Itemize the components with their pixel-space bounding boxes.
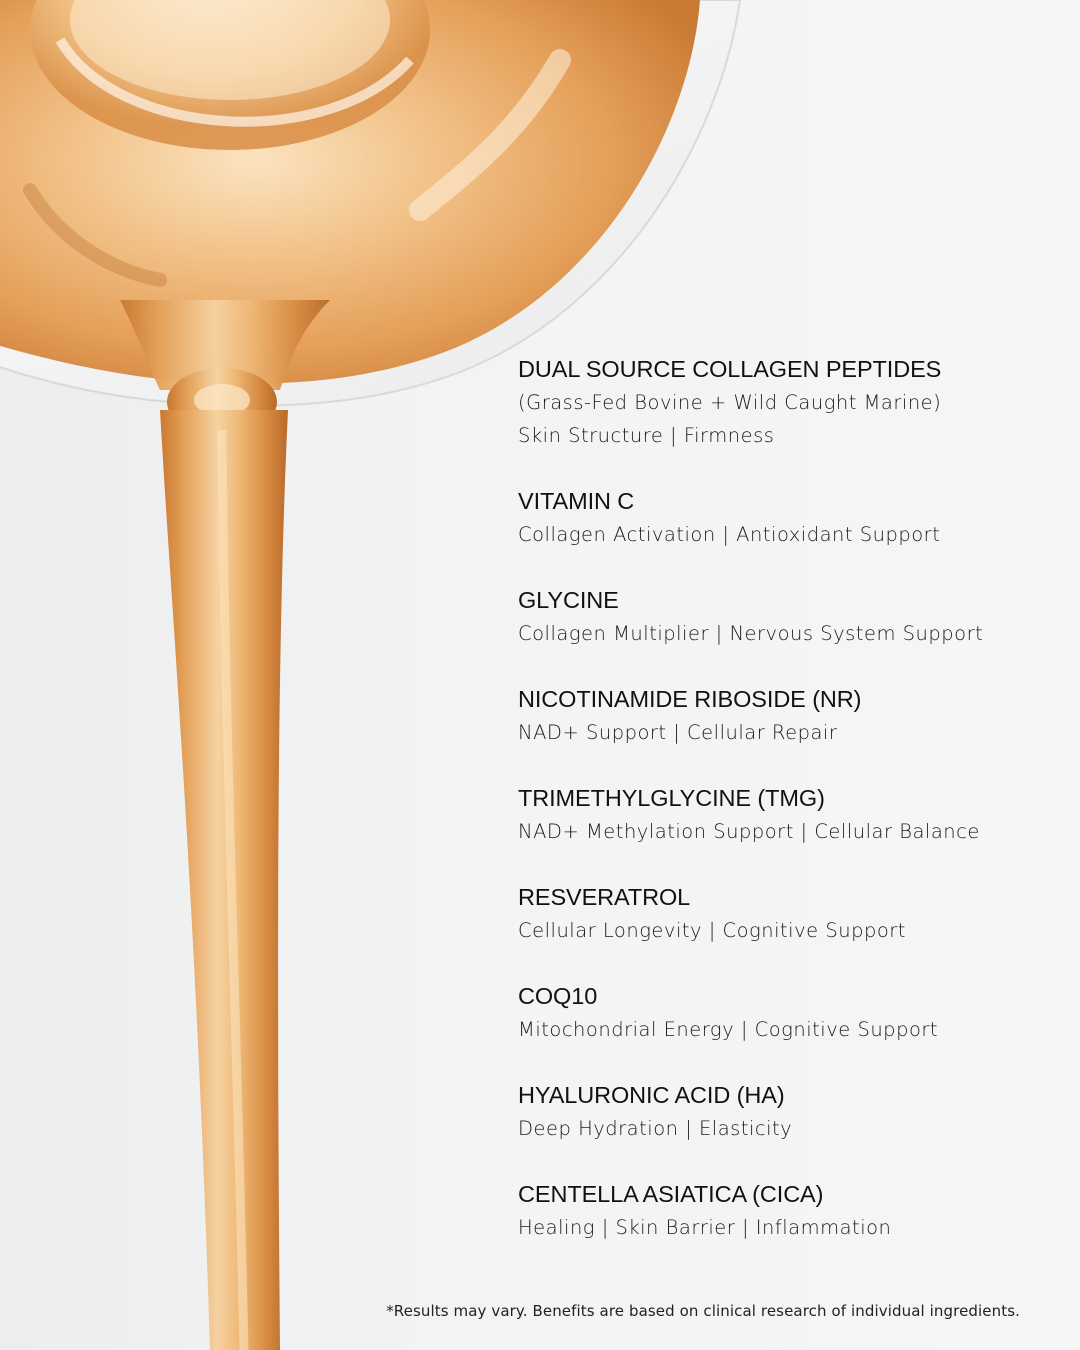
ingredient-benefit: NAD+ Support | Cellular Repair [518, 721, 838, 744]
ingredient-list [518, 352, 1058, 1276]
ingredient-name: NICOTINAMIDE RIBOSIDE (NR) [518, 686, 862, 712]
ingredient-name: GLYCINE [518, 587, 619, 613]
ingredient-item [518, 682, 1058, 781]
ingredient-item [518, 484, 1058, 583]
ingredient-name: DUAL SOURCE COLLAGEN PEPTIDES [518, 356, 942, 382]
ingredient-name: CENTELLA ASIATICA (CICA) [518, 1181, 824, 1207]
ingredient-name: VITAMIN C [518, 488, 635, 514]
ingredient-name: RESVERATROL [518, 884, 691, 910]
ingredient-benefit: Collagen Multiplier | Nervous System Support [518, 622, 984, 645]
ingredient-benefit: (Grass-Fed Bovine + Wild Caught Marine) [518, 391, 942, 414]
ingredient-item [518, 1078, 1058, 1177]
ingredient-benefit: Collagen Activation | Antioxidant Support [518, 523, 941, 546]
ingredient-name: COQ10 [518, 983, 598, 1009]
ingredient-benefit: Healing | Skin Barrier | Inflammation [518, 1216, 892, 1239]
ingredient-benefit: NAD+ Methylation Support | Cellular Balance [518, 820, 980, 843]
ingredient-name: HYALURONIC ACID (HA) [518, 1082, 785, 1108]
ingredient-item [518, 583, 1058, 682]
ingredient-item [518, 1177, 1058, 1276]
ingredient-benefit: Mitochondrial Energy | Cognitive Support [518, 1018, 939, 1041]
ingredient-benefit: Cellular Longevity | Cognitive Support [518, 919, 906, 942]
ingredient-item [518, 781, 1058, 880]
results-disclaimer: *Results may vary. Benefits are based on clinical research of individual ingredients. [386, 1302, 1020, 1320]
ingredient-benefit: Deep Hydration | Elasticity [518, 1117, 793, 1140]
ingredient-item [518, 352, 1058, 451]
ingredient-item [518, 880, 1058, 979]
ingredient-benefit: Skin Structure | Firmness [518, 424, 775, 447]
ingredient-item [518, 979, 1058, 1078]
ingredient-name: TRIMETHYLGLYCINE (TMG) [518, 785, 825, 811]
